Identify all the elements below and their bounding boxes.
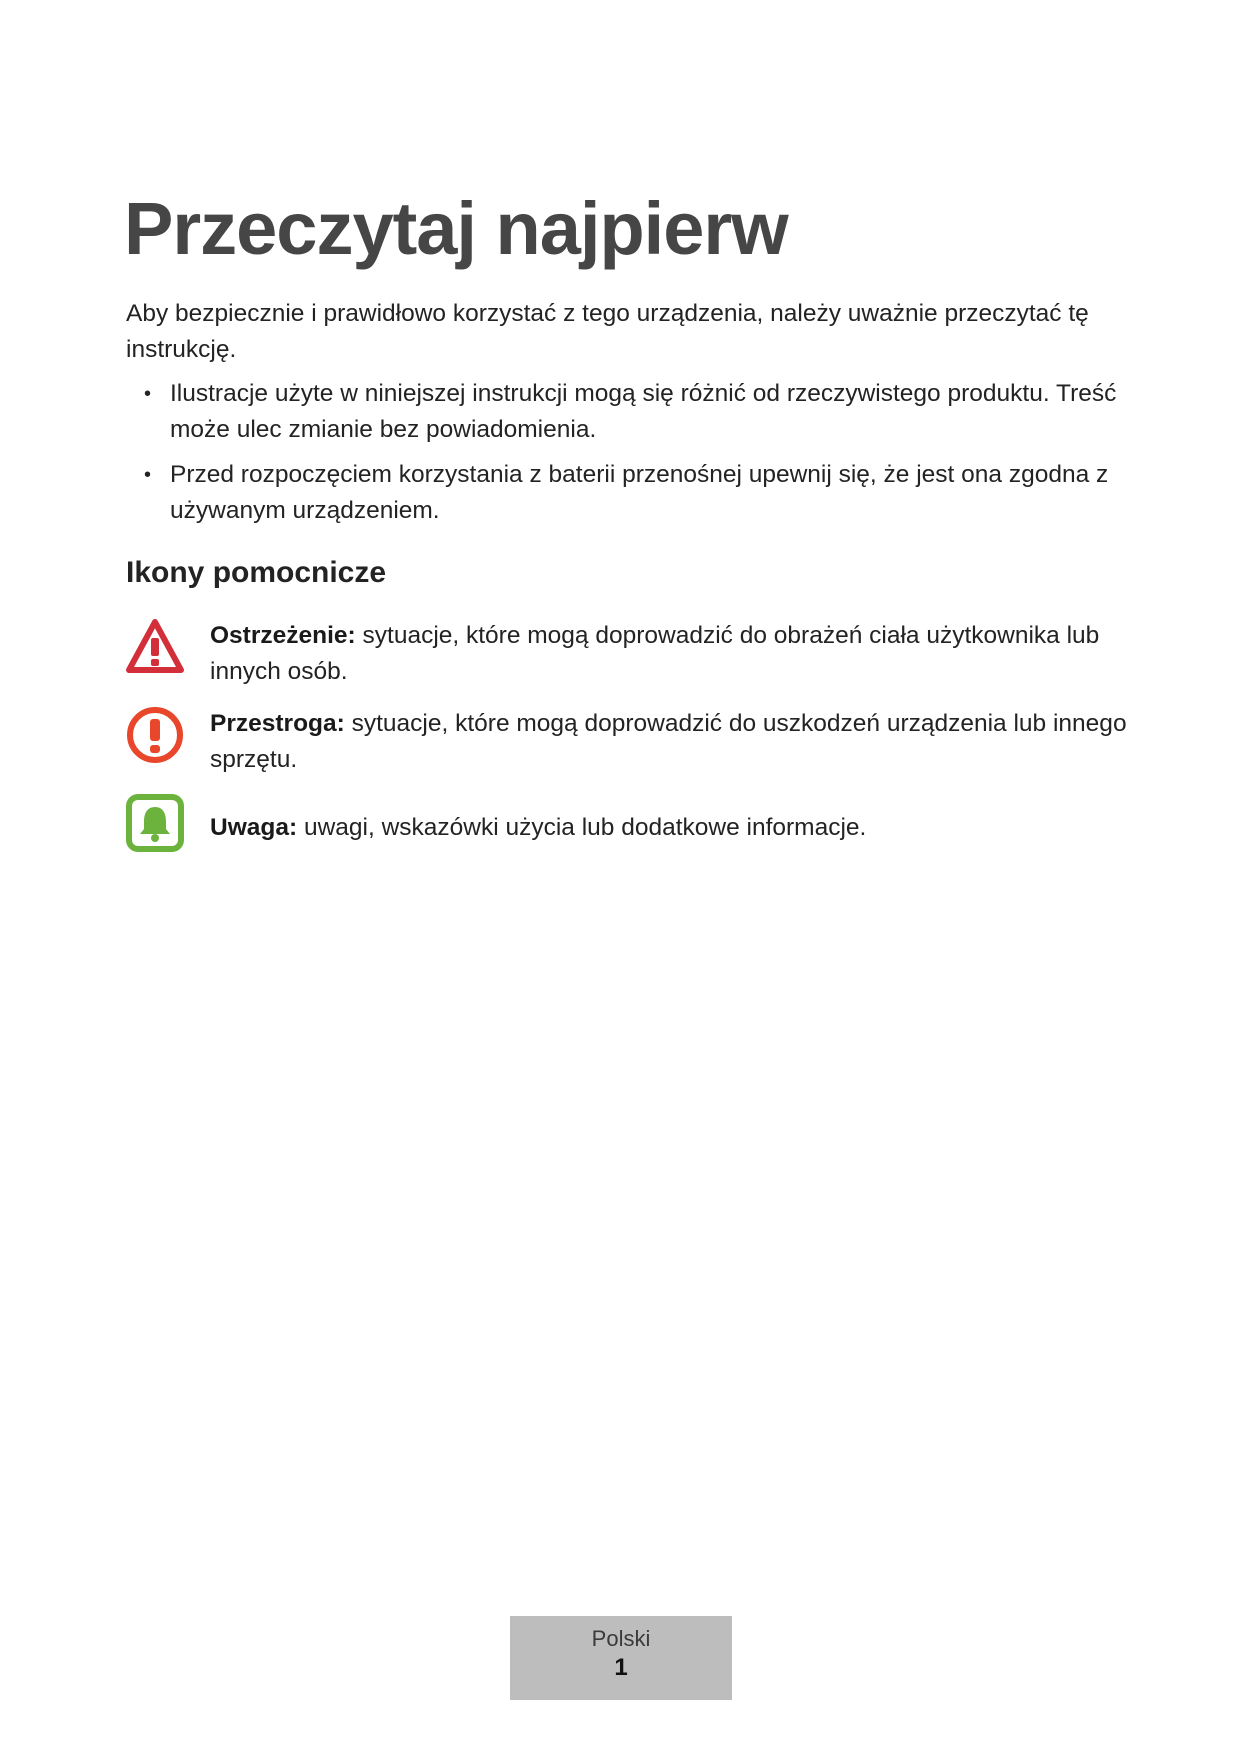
- footer-language: Polski: [591, 1626, 651, 1651]
- icon-legend-text: [210, 706, 1130, 778]
- bullet-marker: •: [144, 464, 152, 486]
- note-bell-icon: [126, 794, 184, 852]
- label-separator: :: [347, 622, 356, 649]
- icon-legend-description: sytuacje, które mogą doprowadzić do obrażeń ciała użytkownika lub innych osób.: [210, 622, 1100, 685]
- list-item: [126, 376, 1126, 448]
- label-separator: :: [288, 814, 298, 841]
- intro-paragraph: Aby bezpiecznie i prawidłowo korzystać z tego urządzenia, należy uważnie przeczytać tę instrukcję.: [126, 300, 1089, 363]
- bullet-marker: •: [144, 383, 152, 405]
- icon-legend-label: Uwaga: [210, 814, 289, 841]
- label-separator: :: [336, 710, 345, 737]
- icon-legend-text: [210, 618, 1130, 690]
- icon-legend-description: sytuacje, które mogą doprowadzić do uszkodzeń urządzenia lub innego sprzętu.: [210, 710, 1127, 773]
- icon-legend-note: [126, 794, 1126, 874]
- caution-circle-icon: [126, 706, 184, 764]
- page-number: 1: [614, 1654, 628, 1681]
- icon-legend-label: Ostrzeżenie: [210, 622, 348, 649]
- icon-legend-text: [210, 810, 1130, 846]
- page-footer: [510, 1616, 732, 1700]
- list-item-text: Przed rozpoczęciem korzystania z baterii przenośnej upewnij się, że jest ona zgodna z używanym urządzeniem.: [170, 461, 1109, 524]
- icon-legend-label: Przestroga: [210, 710, 337, 737]
- notice-list: [126, 376, 1126, 538]
- section-heading: Ikony pomocnicze: [126, 556, 387, 589]
- icon-legend-caution: [126, 706, 1126, 786]
- icon-legend-warning: [126, 618, 1126, 698]
- icon-legend-description: uwagi, wskazówki użycia lub dodatkowe informacje.: [297, 814, 867, 841]
- warning-triangle-icon: [126, 618, 184, 676]
- list-item: [126, 457, 1126, 529]
- list-item-text: Ilustracje użyte w niniejszej instrukcji mogą się różnić od rzeczywistego produktu. Treść może ulec zmianie bez powiadomienia.: [170, 380, 1117, 443]
- page-title: Przeczytaj najpierw: [124, 187, 788, 270]
